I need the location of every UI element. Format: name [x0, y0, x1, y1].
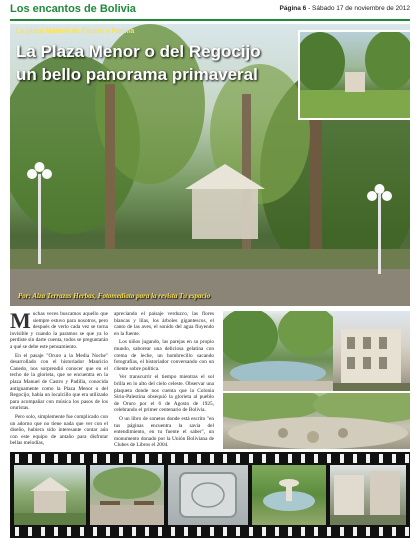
paragraph: apreciando el paisaje verduzco, las flores blancas y lilas, los árboles gigantescos, el canto de las aves, el sonido del agua fluyendo en la fuente. [114, 311, 214, 337]
stone-garden-illustration [223, 393, 410, 449]
inset-garden-illustration [300, 32, 410, 118]
benches-illustration [90, 465, 164, 525]
paragraph: O un libro de sonetos donde está escrito "en tus páginas encuentra la savia del entendimiento, en tu fuente el saber", un monumento donado por la Unión Boliviana de Clubes de Libros el 2004. [114, 415, 214, 449]
paragraph: En el pasaje "Oruro a la Media Noche" desarrollado con el historiador Mauricio Canedo, nos sorprendió conocer que en el techo de la glorieta, que se encuentra en la plaza Manuel de Castro y Padilla, conocida antiguamente como la Plaza Menor o del Regocijo, había un localcillo que era utilizado para acompañar con música los pasos de los oruristas. [10, 352, 108, 412]
gazebo-illustration [14, 465, 86, 525]
film-frame-benches [90, 465, 164, 525]
headline-line-1: La Plaza Menor o del Regocijo [16, 42, 261, 61]
film-sprocket-top [10, 454, 410, 463]
header-rule [10, 19, 410, 21]
plaque-illustration [168, 465, 248, 525]
article-column-2 [114, 311, 214, 451]
publication-date: - Sábado 17 de noviembre de 2012 [306, 5, 410, 12]
photo-building [333, 311, 410, 391]
street-illustration [330, 465, 406, 525]
paragraph: Ver transcurrir el tiempo mientras el sol brilla en lo alto del cielo celeste. Observar una plaqueta donde nos cuenta que la Colonia Sirio-Palestina obsequió la glorieta al pueblo de Oruro por el 6 de Agosto de 1925, celebrando el primer centenario de Bolivia. [114, 374, 214, 414]
film-frame-fountain-detail [252, 465, 326, 525]
film-frame-plaque [168, 465, 248, 525]
section-title: Los encantos de Bolivia [10, 3, 136, 15]
film-frame-gazebo [14, 465, 86, 525]
inset-photo [298, 30, 410, 120]
paragraph: Los niños jugando, las parejas en su propio mundo, saborear una deliciosa gelatina con crema de leche, un hombrecillo sacando fotografías, el historiador conversando con un cliente sobre política. [114, 339, 214, 372]
hero-kicker: La plaza Manuel de Castro y Padilla [16, 28, 135, 35]
photo-stone-garden [223, 393, 410, 449]
film-frame-street [330, 465, 406, 525]
page-date [280, 5, 410, 12]
page-number: Página 6 [279, 5, 307, 12]
paragraph: Pero solo, simplemente fue complicado con un adorno que no tiene nada que ver con el diseño, hubiera sido interesante contar aún con este equipo de antaño para disfrutar bellas melodías, [10, 413, 108, 447]
page-header [10, 3, 410, 19]
film-sprocket-bottom [10, 527, 410, 536]
building-illustration [333, 311, 410, 391]
film-strip [10, 452, 410, 538]
article-column-1 [10, 308, 108, 449]
drop-cap: M [10, 308, 31, 333]
fountain-garden-illustration [223, 311, 333, 391]
paragraph [10, 308, 108, 351]
photo-credit: Por: Aiza Terrazas Herbas, Fotomediato para la revista Tu espacio [18, 292, 211, 300]
headline-line-2: un bello panorama primaveral [16, 65, 258, 84]
paragraph-text: uchas veces buscamos aquello que siempre estuvo para nosotros, pero después de verlo cada vez se torna invisible y cuando la paramos se que ya lo perdiste sin darte cuenta, todos se preguntarán a qué se debe este pensamiento. [10, 311, 108, 350]
hero-photo [10, 24, 410, 306]
fountain-detail-illustration [252, 465, 326, 525]
photo-fountain-garden [223, 311, 333, 391]
